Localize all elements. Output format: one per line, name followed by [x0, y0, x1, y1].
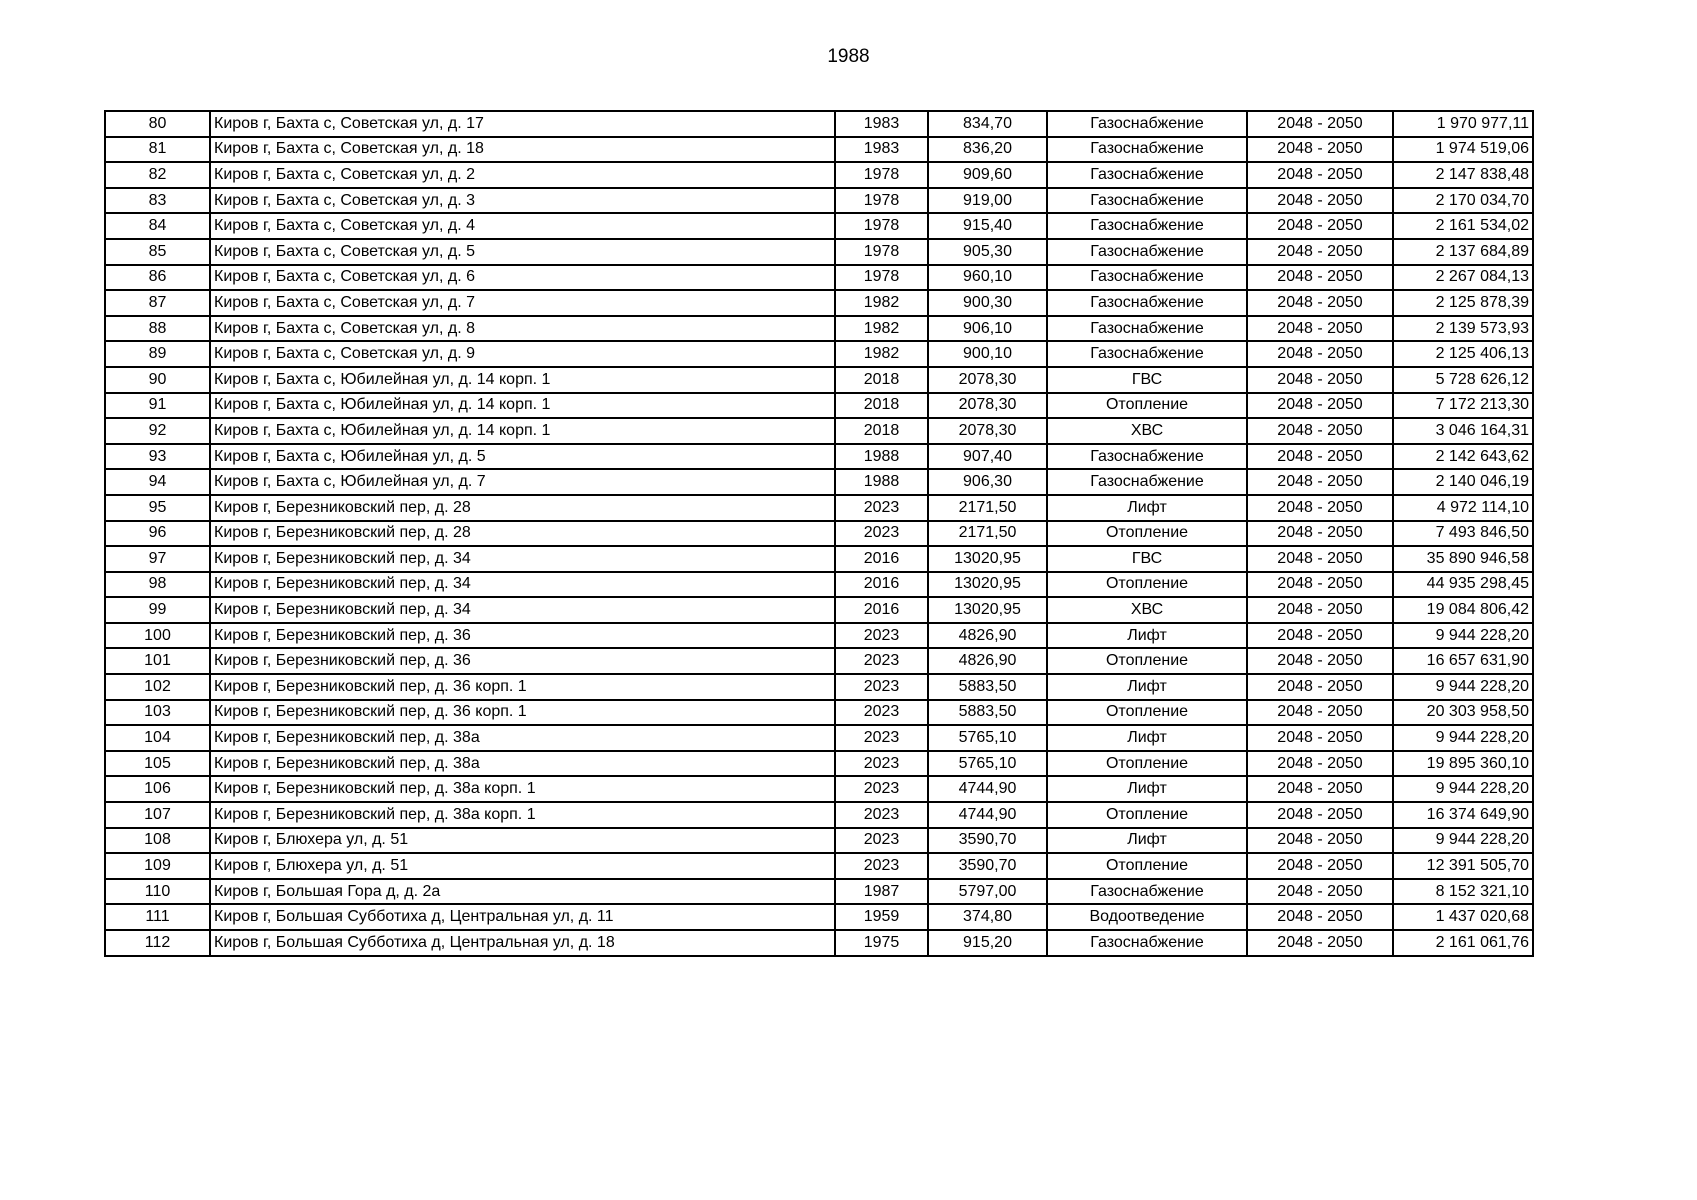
address-cell: Киров г, Березниковский пер, д. 28 — [210, 521, 835, 547]
address-cell: Киров г, Бахта с, Советская ул, д. 9 — [210, 341, 835, 367]
cost-cell: 35 890 946,58 — [1393, 546, 1533, 572]
table-row — [105, 802, 1533, 828]
period-cell: 2048 - 2050 — [1247, 828, 1393, 854]
cost-cell: 4 972 114,10 — [1393, 495, 1533, 521]
period-cell: 2048 - 2050 — [1247, 930, 1393, 956]
year-cell: 2023 — [835, 648, 928, 674]
year-cell: 2023 — [835, 700, 928, 726]
cost-cell: 19 895 360,10 — [1393, 751, 1533, 777]
cost-cell: 2 161 534,02 — [1393, 213, 1533, 239]
area-cell: 915,40 — [928, 213, 1047, 239]
table-row — [105, 316, 1533, 342]
table-row — [105, 546, 1533, 572]
table-row — [105, 597, 1533, 623]
work-type-cell: Газоснабжение — [1047, 930, 1247, 956]
address-cell: Киров г, Бахта с, Советская ул, д. 18 — [210, 137, 835, 163]
year-cell: 1959 — [835, 904, 928, 930]
area-cell: 834,70 — [928, 111, 1047, 137]
work-type-cell: ХВС — [1047, 418, 1247, 444]
year-cell: 1978 — [835, 188, 928, 214]
year-cell: 1982 — [835, 341, 928, 367]
work-type-cell: Газоснабжение — [1047, 265, 1247, 291]
address-cell: Киров г, Бахта с, Советская ул, д. 8 — [210, 316, 835, 342]
area-cell: 905,30 — [928, 239, 1047, 265]
row-number-cell: 104 — [105, 725, 210, 751]
table-row — [105, 828, 1533, 854]
row-number-cell: 96 — [105, 521, 210, 547]
area-cell: 5883,50 — [928, 700, 1047, 726]
table-row — [105, 213, 1533, 239]
area-cell: 5883,50 — [928, 674, 1047, 700]
row-number-cell: 110 — [105, 879, 210, 905]
work-type-cell: ХВС — [1047, 597, 1247, 623]
row-number-cell: 87 — [105, 290, 210, 316]
table-row — [105, 367, 1533, 393]
period-cell: 2048 - 2050 — [1247, 213, 1393, 239]
table-row — [105, 725, 1533, 751]
cost-cell: 19 084 806,42 — [1393, 597, 1533, 623]
table-row — [105, 444, 1533, 470]
address-cell: Киров г, Большая Гора д, д. 2а — [210, 879, 835, 905]
work-type-cell: Отопление — [1047, 853, 1247, 879]
period-cell: 2048 - 2050 — [1247, 265, 1393, 291]
work-type-cell: Газоснабжение — [1047, 213, 1247, 239]
area-cell: 836,20 — [928, 137, 1047, 163]
table-row — [105, 623, 1533, 649]
period-cell: 2048 - 2050 — [1247, 495, 1393, 521]
year-cell: 2023 — [835, 623, 928, 649]
table-row — [105, 239, 1533, 265]
table-row — [105, 265, 1533, 291]
year-cell: 2018 — [835, 418, 928, 444]
row-number-cell: 109 — [105, 853, 210, 879]
area-cell: 5797,00 — [928, 879, 1047, 905]
row-number-cell: 103 — [105, 700, 210, 726]
work-type-cell: Газоснабжение — [1047, 290, 1247, 316]
address-cell: Киров г, Бахта с, Советская ул, д. 4 — [210, 213, 835, 239]
work-type-cell: Лифт — [1047, 674, 1247, 700]
year-cell: 1987 — [835, 879, 928, 905]
address-cell: Киров г, Березниковский пер, д. 34 — [210, 546, 835, 572]
area-cell: 13020,95 — [928, 597, 1047, 623]
cost-cell: 2 137 684,89 — [1393, 239, 1533, 265]
year-cell: 2023 — [835, 776, 928, 802]
address-cell: Киров г, Бахта с, Юбилейная ул, д. 7 — [210, 469, 835, 495]
cost-cell: 7 493 846,50 — [1393, 521, 1533, 547]
table-row — [105, 162, 1533, 188]
address-cell: Киров г, Бахта с, Советская ул, д. 3 — [210, 188, 835, 214]
area-cell: 4826,90 — [928, 623, 1047, 649]
year-cell: 1982 — [835, 316, 928, 342]
period-cell: 2048 - 2050 — [1247, 521, 1393, 547]
table-row — [105, 393, 1533, 419]
row-number-cell: 84 — [105, 213, 210, 239]
address-cell: Киров г, Большая Субботиха д, Центральная ул, д. 18 — [210, 930, 835, 956]
area-cell: 3590,70 — [928, 828, 1047, 854]
work-type-cell: Отопление — [1047, 521, 1247, 547]
address-cell: Киров г, Бахта с, Советская ул, д. 17 — [210, 111, 835, 137]
work-type-cell: Газоснабжение — [1047, 316, 1247, 342]
row-number-cell: 102 — [105, 674, 210, 700]
register-table — [104, 110, 1534, 957]
row-number-cell: 112 — [105, 930, 210, 956]
work-type-cell: ГВС — [1047, 367, 1247, 393]
row-number-cell: 86 — [105, 265, 210, 291]
work-type-cell: Отопление — [1047, 751, 1247, 777]
cost-cell: 44 935 298,45 — [1393, 572, 1533, 598]
table-row — [105, 674, 1533, 700]
row-number-cell: 82 — [105, 162, 210, 188]
cost-cell: 2 125 406,13 — [1393, 341, 1533, 367]
table-row — [105, 341, 1533, 367]
row-number-cell: 97 — [105, 546, 210, 572]
cost-cell: 8 152 321,10 — [1393, 879, 1533, 905]
year-cell: 1975 — [835, 930, 928, 956]
period-cell: 2048 - 2050 — [1247, 853, 1393, 879]
period-cell: 2048 - 2050 — [1247, 572, 1393, 598]
cost-cell: 2 161 061,76 — [1393, 930, 1533, 956]
work-type-cell: Лифт — [1047, 495, 1247, 521]
row-number-cell: 80 — [105, 111, 210, 137]
cost-cell: 9 944 228,20 — [1393, 623, 1533, 649]
row-number-cell: 93 — [105, 444, 210, 470]
work-type-cell: Отопление — [1047, 572, 1247, 598]
area-cell: 900,30 — [928, 290, 1047, 316]
period-cell: 2048 - 2050 — [1247, 341, 1393, 367]
cost-cell: 2 142 643,62 — [1393, 444, 1533, 470]
work-type-cell: Газоснабжение — [1047, 879, 1247, 905]
area-cell: 960,10 — [928, 265, 1047, 291]
cost-cell: 1 437 020,68 — [1393, 904, 1533, 930]
row-number-cell: 100 — [105, 623, 210, 649]
work-type-cell: Газоснабжение — [1047, 188, 1247, 214]
row-number-cell: 105 — [105, 751, 210, 777]
row-number-cell: 108 — [105, 828, 210, 854]
address-cell: Киров г, Березниковский пер, д. 38а корп. 1 — [210, 776, 835, 802]
address-cell: Киров г, Большая Субботиха д, Центральная ул, д. 11 — [210, 904, 835, 930]
cost-cell: 9 944 228,20 — [1393, 674, 1533, 700]
year-cell: 2016 — [835, 546, 928, 572]
table-row — [105, 853, 1533, 879]
work-type-cell: Лифт — [1047, 828, 1247, 854]
period-cell: 2048 - 2050 — [1247, 444, 1393, 470]
work-type-cell: Отопление — [1047, 802, 1247, 828]
year-cell: 1978 — [835, 239, 928, 265]
year-cell: 1982 — [835, 290, 928, 316]
table-row — [105, 904, 1533, 930]
cost-cell: 9 944 228,20 — [1393, 776, 1533, 802]
year-cell: 2016 — [835, 597, 928, 623]
period-cell: 2048 - 2050 — [1247, 162, 1393, 188]
address-cell: Киров г, Бахта с, Юбилейная ул, д. 14 корп. 1 — [210, 418, 835, 444]
cost-cell: 1 970 977,11 — [1393, 111, 1533, 137]
cost-cell: 9 944 228,20 — [1393, 725, 1533, 751]
row-number-cell: 83 — [105, 188, 210, 214]
year-cell: 1983 — [835, 111, 928, 137]
row-number-cell: 92 — [105, 418, 210, 444]
period-cell: 2048 - 2050 — [1247, 546, 1393, 572]
area-cell: 2078,30 — [928, 367, 1047, 393]
row-number-cell: 81 — [105, 137, 210, 163]
area-cell: 5765,10 — [928, 751, 1047, 777]
work-type-cell: ГВС — [1047, 546, 1247, 572]
address-cell: Киров г, Березниковский пер, д. 28 — [210, 495, 835, 521]
area-cell: 4826,90 — [928, 648, 1047, 674]
address-cell: Киров г, Березниковский пер, д. 34 — [210, 597, 835, 623]
period-cell: 2048 - 2050 — [1247, 597, 1393, 623]
area-cell: 4744,90 — [928, 802, 1047, 828]
area-cell: 915,20 — [928, 930, 1047, 956]
area-cell: 906,30 — [928, 469, 1047, 495]
work-type-cell: Газоснабжение — [1047, 341, 1247, 367]
period-cell: 2048 - 2050 — [1247, 188, 1393, 214]
year-cell: 2023 — [835, 751, 928, 777]
area-cell: 919,00 — [928, 188, 1047, 214]
year-cell: 1978 — [835, 213, 928, 239]
period-cell: 2048 - 2050 — [1247, 879, 1393, 905]
cost-cell: 16 374 649,90 — [1393, 802, 1533, 828]
address-cell: Киров г, Березниковский пер, д. 36 — [210, 648, 835, 674]
row-number-cell: 95 — [105, 495, 210, 521]
year-cell: 1978 — [835, 265, 928, 291]
period-cell: 2048 - 2050 — [1247, 367, 1393, 393]
work-type-cell: Газоснабжение — [1047, 111, 1247, 137]
address-cell: Киров г, Бахта с, Юбилейная ул, д. 14 корп. 1 — [210, 367, 835, 393]
table-row — [105, 572, 1533, 598]
row-number-cell: 106 — [105, 776, 210, 802]
row-number-cell: 89 — [105, 341, 210, 367]
period-cell: 2048 - 2050 — [1247, 290, 1393, 316]
address-cell: Киров г, Березниковский пер, д. 36 корп. 1 — [210, 674, 835, 700]
area-cell: 2171,50 — [928, 495, 1047, 521]
year-cell: 2023 — [835, 802, 928, 828]
work-type-cell: Водоотведение — [1047, 904, 1247, 930]
period-cell: 2048 - 2050 — [1247, 648, 1393, 674]
year-cell: 1983 — [835, 137, 928, 163]
period-cell: 2048 - 2050 — [1247, 316, 1393, 342]
area-cell: 13020,95 — [928, 546, 1047, 572]
area-cell: 900,10 — [928, 341, 1047, 367]
cost-cell: 2 170 034,70 — [1393, 188, 1533, 214]
row-number-cell: 98 — [105, 572, 210, 598]
address-cell: Киров г, Березниковский пер, д. 34 — [210, 572, 835, 598]
cost-cell: 9 944 228,20 — [1393, 828, 1533, 854]
area-cell: 2078,30 — [928, 393, 1047, 419]
area-cell: 909,60 — [928, 162, 1047, 188]
row-number-cell: 94 — [105, 469, 210, 495]
address-cell: Киров г, Березниковский пер, д. 38а — [210, 725, 835, 751]
cost-cell: 2 125 878,39 — [1393, 290, 1533, 316]
work-type-cell: Отопление — [1047, 393, 1247, 419]
cost-cell: 2 267 084,13 — [1393, 265, 1533, 291]
area-cell: 13020,95 — [928, 572, 1047, 598]
work-type-cell: Газоснабжение — [1047, 137, 1247, 163]
cost-cell: 20 303 958,50 — [1393, 700, 1533, 726]
period-cell: 2048 - 2050 — [1247, 239, 1393, 265]
address-cell: Киров г, Блюхера ул, д. 51 — [210, 853, 835, 879]
year-cell: 1988 — [835, 469, 928, 495]
cost-cell: 7 172 213,30 — [1393, 393, 1533, 419]
table-row — [105, 751, 1533, 777]
period-cell: 2048 - 2050 — [1247, 776, 1393, 802]
table-row — [105, 188, 1533, 214]
table-row — [105, 418, 1533, 444]
address-cell: Киров г, Березниковский пер, д. 38а — [210, 751, 835, 777]
table-row — [105, 521, 1533, 547]
address-cell: Киров г, Бахта с, Юбилейная ул, д. 14 корп. 1 — [210, 393, 835, 419]
period-cell: 2048 - 2050 — [1247, 802, 1393, 828]
work-type-cell: Лифт — [1047, 776, 1247, 802]
address-cell: Киров г, Бахта с, Юбилейная ул, д. 5 — [210, 444, 835, 470]
area-cell: 3590,70 — [928, 853, 1047, 879]
area-cell: 2171,50 — [928, 521, 1047, 547]
row-number-cell: 101 — [105, 648, 210, 674]
period-cell: 2048 - 2050 — [1247, 111, 1393, 137]
cost-cell: 3 046 164,31 — [1393, 418, 1533, 444]
row-number-cell: 99 — [105, 597, 210, 623]
year-cell: 2023 — [835, 521, 928, 547]
address-cell: Киров г, Березниковский пер, д. 36 — [210, 623, 835, 649]
work-type-cell: Газоснабжение — [1047, 239, 1247, 265]
table-row — [105, 776, 1533, 802]
cost-cell: 16 657 631,90 — [1393, 648, 1533, 674]
period-cell: 2048 - 2050 — [1247, 469, 1393, 495]
year-cell: 1978 — [835, 162, 928, 188]
table-row — [105, 111, 1533, 137]
work-type-cell: Лифт — [1047, 623, 1247, 649]
address-cell: Киров г, Блюхера ул, д. 51 — [210, 828, 835, 854]
table-row — [105, 469, 1533, 495]
cost-cell: 12 391 505,70 — [1393, 853, 1533, 879]
table-row — [105, 290, 1533, 316]
address-cell: Киров г, Бахта с, Советская ул, д. 7 — [210, 290, 835, 316]
address-cell: Киров г, Березниковский пер, д. 38а корп. 1 — [210, 802, 835, 828]
period-cell: 2048 - 2050 — [1247, 674, 1393, 700]
year-cell: 2023 — [835, 495, 928, 521]
period-cell: 2048 - 2050 — [1247, 725, 1393, 751]
period-cell: 2048 - 2050 — [1247, 751, 1393, 777]
period-cell: 2048 - 2050 — [1247, 623, 1393, 649]
row-number-cell: 91 — [105, 393, 210, 419]
table-row — [105, 137, 1533, 163]
year-cell: 2023 — [835, 725, 928, 751]
area-cell: 907,40 — [928, 444, 1047, 470]
work-type-cell: Отопление — [1047, 648, 1247, 674]
area-cell: 5765,10 — [928, 725, 1047, 751]
period-cell: 2048 - 2050 — [1247, 904, 1393, 930]
year-cell: 2018 — [835, 367, 928, 393]
row-number-cell: 111 — [105, 904, 210, 930]
year-cell: 2016 — [835, 572, 928, 598]
area-cell: 374,80 — [928, 904, 1047, 930]
row-number-cell: 107 — [105, 802, 210, 828]
work-type-cell: Газоснабжение — [1047, 469, 1247, 495]
work-type-cell: Газоснабжение — [1047, 444, 1247, 470]
row-number-cell: 88 — [105, 316, 210, 342]
area-cell: 906,10 — [928, 316, 1047, 342]
table-row — [105, 879, 1533, 905]
period-cell: 2048 - 2050 — [1247, 137, 1393, 163]
work-type-cell: Лифт — [1047, 725, 1247, 751]
address-cell: Киров г, Бахта с, Советская ул, д. 2 — [210, 162, 835, 188]
register-body — [105, 111, 1533, 956]
cost-cell: 5 728 626,12 — [1393, 367, 1533, 393]
year-cell: 2023 — [835, 828, 928, 854]
year-cell: 2023 — [835, 853, 928, 879]
work-type-cell: Отопление — [1047, 700, 1247, 726]
table-row — [105, 495, 1533, 521]
cost-cell: 2 140 046,19 — [1393, 469, 1533, 495]
table-row — [105, 930, 1533, 956]
year-cell: 2023 — [835, 674, 928, 700]
cost-cell: 2 139 573,93 — [1393, 316, 1533, 342]
area-cell: 4744,90 — [928, 776, 1047, 802]
cost-cell: 1 974 519,06 — [1393, 137, 1533, 163]
year-cell: 2018 — [835, 393, 928, 419]
year-cell: 1988 — [835, 444, 928, 470]
row-number-cell: 85 — [105, 239, 210, 265]
table-row — [105, 700, 1533, 726]
page-number: 1988 — [827, 46, 870, 67]
period-cell: 2048 - 2050 — [1247, 418, 1393, 444]
work-type-cell: Газоснабжение — [1047, 162, 1247, 188]
address-cell: Киров г, Бахта с, Советская ул, д. 5 — [210, 239, 835, 265]
cost-cell: 2 147 838,48 — [1393, 162, 1533, 188]
address-cell: Киров г, Бахта с, Советская ул, д. 6 — [210, 265, 835, 291]
period-cell: 2048 - 2050 — [1247, 700, 1393, 726]
period-cell: 2048 - 2050 — [1247, 393, 1393, 419]
area-cell: 2078,30 — [928, 418, 1047, 444]
row-number-cell: 90 — [105, 367, 210, 393]
table-row — [105, 648, 1533, 674]
address-cell: Киров г, Березниковский пер, д. 36 корп. 1 — [210, 700, 835, 726]
